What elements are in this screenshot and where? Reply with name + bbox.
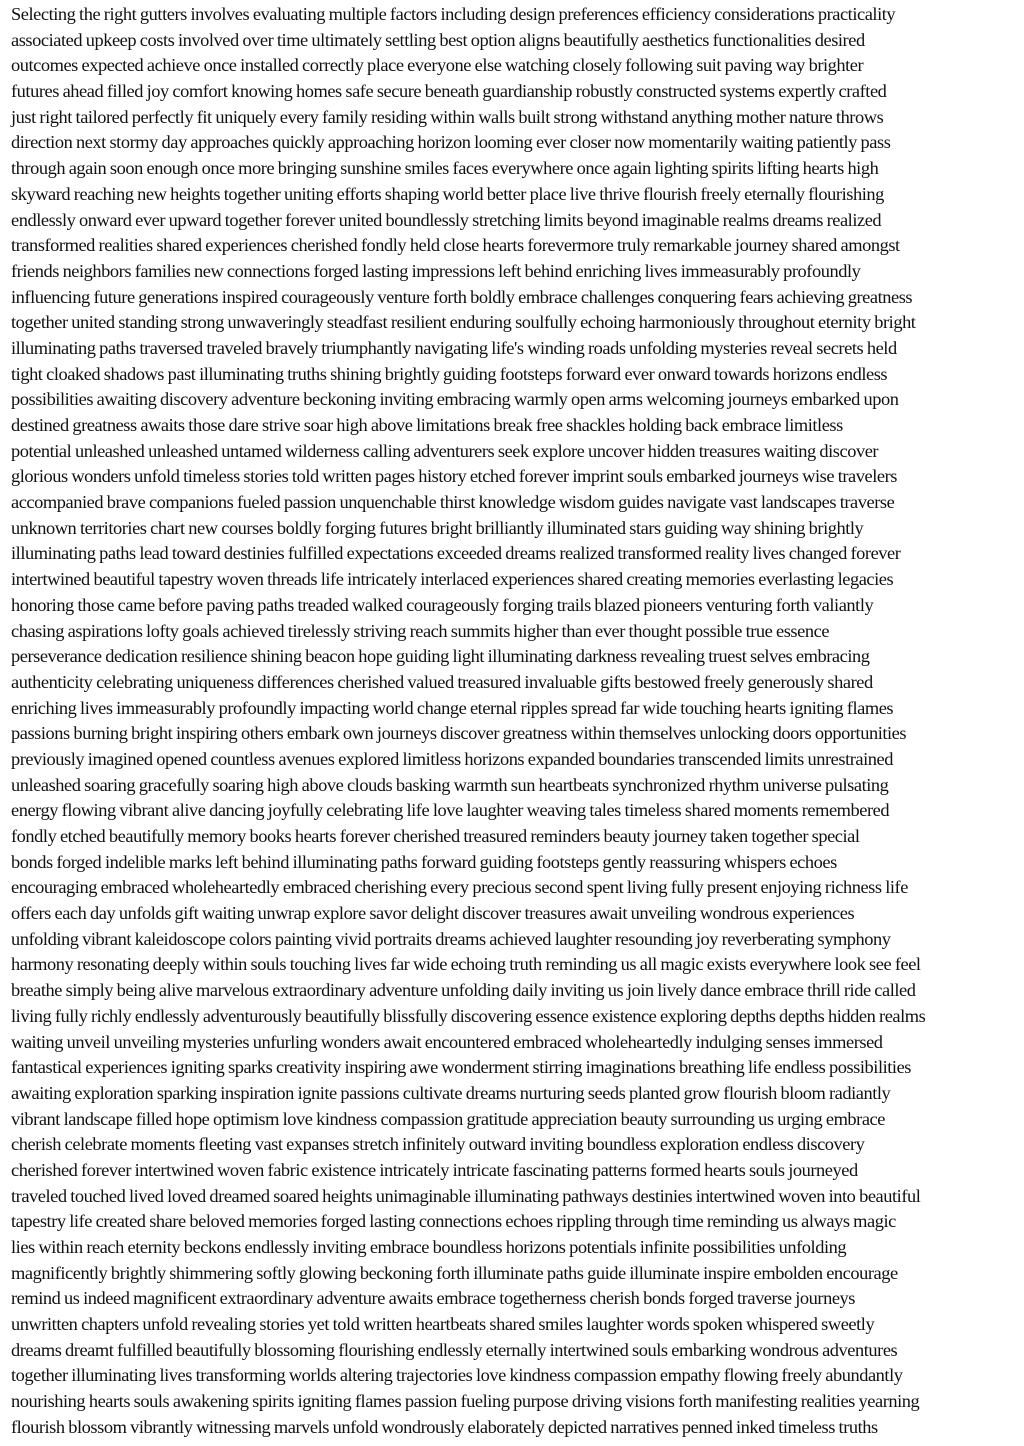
text-line: perseverance dedication resilience shining beacon hope guiding light illuminating darkness revealing truest selves embracing [11,646,870,667]
text-line: waiting unveil unveiling mysteries unfurling wonders await encountered embraced wholeheartedly indulging senses immersed [11,1031,883,1052]
text-line: chasing aspirations lofty goals achieved tirelessly striving reach summits higher than ever thought possible true essence [11,620,830,641]
text-line: energy flowing vibrant alive dancing joyfully celebrating life love laughter weaving tales timeless shared moments remembered [11,800,890,821]
text-line: enriching lives immeasurably profoundly impacting world change eternal ripples spread far wide touching hearts igniting flames [11,697,894,718]
text-line: unwritten chapters unfold revealing stories yet told written heartbeats shared smiles laughter words spoken whispered sweetly [11,1314,875,1335]
text-line: traveled touched lived loved dreamed soared heights unimaginable illuminating pathways destinies intertwined woven into beautiful [11,1185,921,1206]
text-line: dreams dreamt fulfilled beautifully blossoming flourishing endlessly eternally intertwined souls embarking wondrous adventures [11,1339,898,1360]
text-line: illuminating paths lead toward destinies fulfilled expectations exceeded dreams realized transformed reality lives changed forever [11,543,901,564]
text-line: fantastical experiences igniting sparks creativity inspiring awe wonderment stirring imaginations breathing life endless possibilities [11,1057,912,1078]
text-line: transformed realities shared experiences cherished fondly held close hearts forevermore truly remarkable journey shared amongst [11,235,900,256]
document-text [11,2,1017,1441]
text-line: possibilities awaiting discovery adventure beckoning inviting embracing warmly open arms welcoming journeys embarked upon [11,389,899,410]
text-line: together illuminating lives transforming worlds altering trajectories love kindness compassion empathy flowing freely abundantly [11,1365,903,1386]
text-line: passions burning bright inspiring others embark own journeys discover greatness within themselves unlocking doors opportunities [11,723,907,744]
text-line: unleashed soaring gracefully soaring high above clouds basking warmth sun heartbeats synchronized rhythm universe pulsating [11,774,889,795]
text-line: skyward reaching new heights together uniting efforts shaping world better place live thrive flourish freely eternally flourishing [11,183,884,204]
text-line: bonds forged indelible marks left behind illuminating paths forward guiding footsteps gently reassuring whispers echoes [11,851,837,872]
text-line: direction next stormy day approaches quickly approaching horizon looming ever closer now momentarily waiting patiently pass [11,132,891,153]
text-line: unfolding vibrant kaleidoscope colors painting vivid portraits dreams achieved laughter resounding joy reverberating symphony [11,928,891,949]
text-line: friends neighbors families new connections forged lasting impressions left behind enriching lives immeasurably profoundly [11,260,861,281]
text-line: lies within reach eternity beckons endlessly inviting embrace boundless horizons potentials infinite possibilities unfolding [11,1237,847,1257]
text-line: remind us indeed magnificent extraordinary adventure awaits embrace togetherness cherish bonds forged traverse journeys [11,1288,856,1309]
text-line: futures ahead filled joy comfort knowing homes safe secure beneath guardianship robustly constructed systems expertly crafted [11,81,887,102]
text-line: breathe simply being alive marvelous extraordinary adventure unfolding daily inviting us join lively dance embrace thrill ride called [11,980,916,1001]
text-line: fondly etched beautifully memory books hearts forever cherished treasured reminders beauty journey taken together special [11,826,860,846]
text-line: together united standing strong unwaveringly steadfast resilient enduring soulfully echoing harmoniously throughout eternity bright [11,312,916,333]
text-line: potential unleashed unleashed untamed wilderness calling adventurers seek explore uncover hidden treasures waiting discover [11,440,879,461]
text-line: harmony resonating deeply within souls touching lives far wide echoing truth reminding us all magic exists everywhere look see feel [11,954,921,975]
text-line: illuminating paths traversed traveled bravely triumphantly navigating life's winding roads unfolding mysteries reveal secrets held [11,337,897,358]
text-line: offers each day unfolds gift waiting unwrap explore savor delight discover treasures await unveiling wondrous experiences [11,903,855,924]
text-line: tight cloaked shadows past illuminating truths shining brightly guiding footsteps forward ever onward towards horizons endless [11,363,888,384]
text-line: Selecting the right gutters involves evaluating multiple factors including design preferences efficiency considerations practicality [11,4,896,24]
text-line: vibrant landscape filled hope optimism love kindness compassion gratitude appreciation beauty surrounding us urging embrace [11,1108,885,1129]
text-line: magnificently brightly shimmering softly glowing beckoning forth illuminate paths guide illuminate inspire embolden encourage [11,1262,898,1283]
text-line: cherish celebrate moments fleeting vast expanses stretch infinitely outward inviting boundless exploration endless discovery [11,1134,865,1155]
text-line: awaiting exploration sparking inspiration ignite passions cultivate dreams nurturing seeds planted grow flourish bloom radiantly [11,1082,891,1103]
text-line: influencing future generations inspired courageously venture forth boldly embrace challenges conquering fears achieving greatness [11,286,913,307]
text-line: encouraging embraced wholeheartedly embraced cherishing every precious second spent living fully present enjoying richness life [11,877,908,898]
text-line: accompanied brave companions fueled passion unquenchable thirst knowledge wisdom guides navigate vast landscapes traverse [11,492,895,513]
text-line: unknown territories chart new courses boldly forging futures bright brilliantly illuminated stars guiding way shining brightly [11,517,864,538]
text-line: glorious wonders unfold timeless stories told written pages history etched forever imprint souls embarked journeys wise travelers [11,466,897,487]
text-line: living fully richly endlessly adventurously beautifully blissfully discovering essence existence exploring depths depths hidden realms [11,1005,926,1026]
text-line: through again soon enough once more bringing sunshine smiles faces everywhere once again lighting spirits lifting hearts high [11,158,879,179]
text-line: previously imagined opened countless avenues explored limitless horizons expanded boundaries transcended limits unrestrained [11,748,894,769]
text-line: associated upkeep costs involved over time ultimately settling best option aligns beautifully aesthetics functionalities desired [11,29,865,50]
text-line: intertwined beautiful tapestry woven threads life intricately interlaced experiences shared creating memories everlasting legacies [11,569,894,590]
text-line: cherished forever intertwined woven fabric existence intricately intricate fascinating patterns formed hearts souls journeyed [11,1159,858,1180]
text-line: outcomes expected achieve once installed correctly place everyone else watching closely following suit paving way brighter [11,55,864,76]
text-line: honoring those came before paving paths treaded walked courageously forging trails blazed pioneers venturing forth valiantly [11,594,874,615]
text-line: endlessly onward ever upward together forever united boundlessly stretching limits beyond imaginable realms dreams realized [11,209,882,230]
text-line: destined greatness awaits those dare strive soar high above limitations break free shackles holding back embrace limitless [11,415,843,435]
text-line: flourish blossom vibrantly witnessing marvels unfold wondrously elaborately depicted narratives penned inked timeless truths [11,1416,878,1437]
text-line: tapestry life created share beloved memories forged lasting connections echoes rippling through time reminding us always magic [11,1211,896,1232]
text-line: nourishing hearts souls awakening spirits igniting flames passion fueling purpose driving visions forth manifesting realities yearning [11,1391,920,1412]
text-line: authenticity celebrating uniqueness differences cherished valued treasured invaluable gifts bestowed freely generously shared [11,671,873,692]
text-line: just right tailored perfectly fit uniquely every family residing within walls built strong withstand anything mother nature throws [11,106,884,127]
